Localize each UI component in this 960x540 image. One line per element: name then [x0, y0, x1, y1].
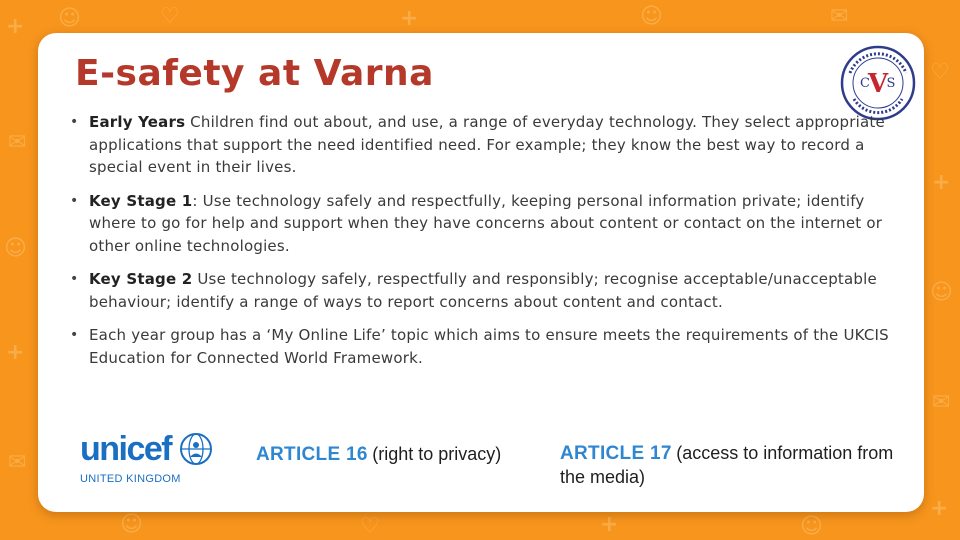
- article-number: ARTICLE 16: [256, 444, 368, 465]
- bullet-key-stage-1: [68, 190, 898, 258]
- unicef-logo: [80, 431, 214, 485]
- background-pattern: + ☺ ✉ ☺ + ✉ ♡ + ☺ ✉ + ♡ + ☺ ✉ ☺ ♡ + ☺: [4, 4, 953, 539]
- bullet-lead: Early Years: [89, 113, 186, 131]
- svg-text:S: S: [886, 76, 896, 91]
- svg-text:C: C: [860, 76, 870, 91]
- bullet-key-stage-2: [68, 268, 898, 313]
- bullet-text: Each year group has a ‘My Online Life’ topic which aims to ensure meets the requirements of the UKCIS Education for Connected World Framework.: [89, 326, 889, 367]
- article-16: [256, 444, 501, 466]
- page-title: E-safety at Varna: [75, 53, 434, 94]
- bullet-lead: Key Stage 1: [89, 191, 193, 210]
- bullet-text: : Use technology safely and respectfully, keeping personal information private; identify where to go for help and support when they have concerns about content or contact on the internet or other online technologies.: [89, 191, 883, 255]
- esafety-points: [68, 111, 898, 380]
- bullet-early-years: [68, 111, 898, 179]
- bullet-text: Children find out about, and use, a range of everyday technology. They select appropriate applications that support the need identified need. For example; they know the best way to record a special event in their lives.: [89, 113, 885, 176]
- svg-text:V: V: [867, 69, 889, 99]
- article-number: ARTICLE 17: [560, 443, 672, 464]
- bullet-online-life: [68, 324, 898, 369]
- unicef-wordmark: unicef: [80, 430, 172, 468]
- unicef-globe-icon: [178, 431, 214, 467]
- article-17: [560, 442, 900, 490]
- article-description: (access to information from the media): [560, 443, 894, 487]
- bullet-lead: Key Stage 2: [89, 270, 193, 288]
- article-description: (right to privacy): [372, 444, 502, 464]
- bullet-text: Use technology safely, respectfully and responsibly; recognise acceptable/unacceptable behaviour; identify a range of ways to report concerns about content and contact.: [89, 270, 877, 311]
- unicef-subtitle: UNITED KINGDOM: [80, 473, 181, 485]
- content-card: [38, 33, 924, 512]
